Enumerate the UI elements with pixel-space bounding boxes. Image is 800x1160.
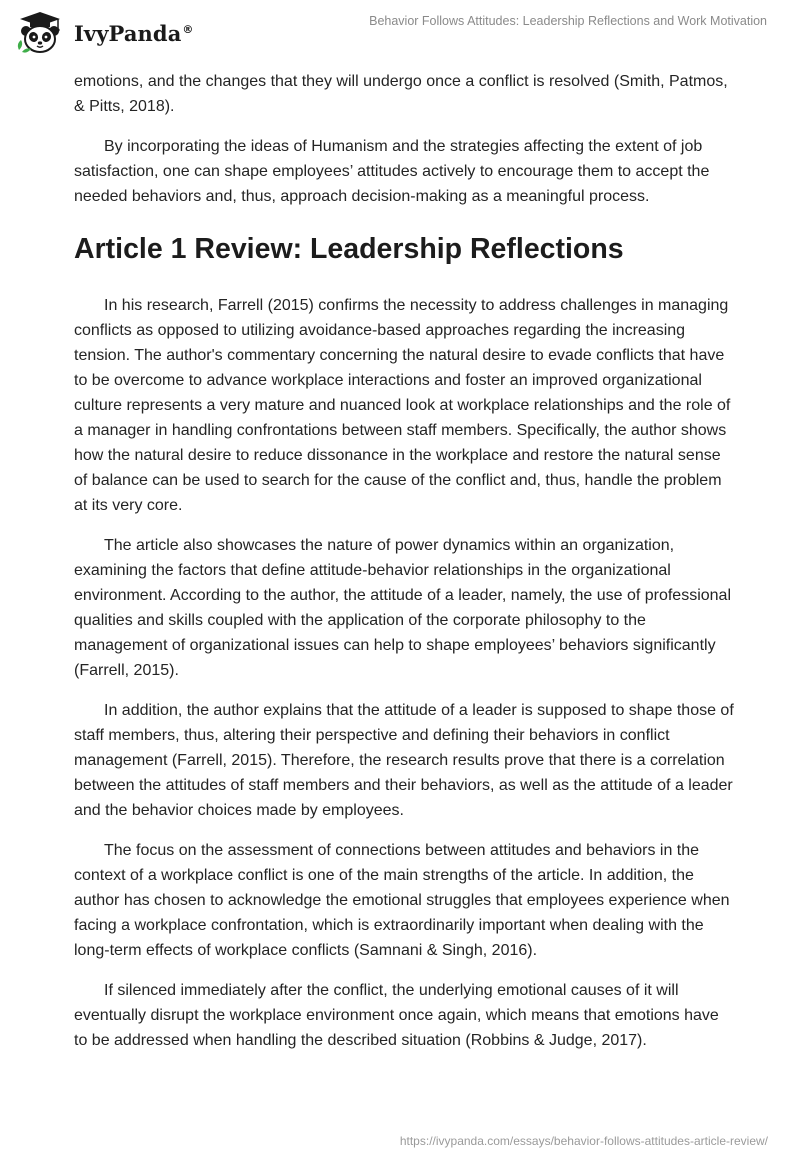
page-header	[0, 0, 800, 60]
panda-logo-icon	[14, 10, 66, 54]
essay-content	[74, 69, 734, 1068]
brand-logo[interactable]	[14, 10, 194, 54]
section-heading: Article 1 Review: Leadership Reflections	[74, 233, 624, 265]
paragraph: In his research, Farrell (2015) confirms the necessity to address challenges in managing conflicts as opposed to utilizing avoidance-based approaches regarding the increasing tension. The author's commentary concerning the natural desire to evade conflicts that have to be overcome to advance workplace interactions and foster an improved organizational culture represents a very mature and nuanced look at workplace relationships and the role of a manager in handling confrontations between staff members. Specifically, the author shows how the natural desire to reduce dissonance in the workplace and restore the natural sense of balance can be used to search for the cause of the conflict and, thus, handle the problem at its very core.	[74, 297, 731, 514]
brand-name: IvyPanda®	[74, 20, 194, 46]
source-url[interactable]: https://ivypanda.com/essays/behavior-follows-attitudes-article-review/	[399, 1134, 768, 1148]
paragraph: The focus on the assessment of connections between attitudes and behaviors in the context of a workplace conflict is one of the main strengths of the article. In addition, the author has chosen to acknowledge the emotional struggles that employees experience when facing a workplace confrontation, which is extraordinarily important when dealing with the long-term effects of workplace conflicts (Samnani & Singh, 2016).	[74, 842, 730, 959]
paragraph: In addition, the author explains that the attitude of a leader is supposed to shape those of staff members, thus, altering their perspective and defining their behaviors in conflict management (Farrell, 2015). Therefore, the research results prove that there is a correlation between the attitudes of staff members and their behaviors, as well as the attitude of a leader and the behavior choices made by employees.	[74, 702, 734, 819]
document-title: Behavior Follows Attitudes: Leadership Reflections and Work Motivation	[369, 14, 767, 28]
paragraph: emotions, and the changes that they will undergo once a conflict is resolved (Smith, Patmos, & Pitts, 2018).	[74, 73, 728, 115]
paragraph: If silenced immediately after the conflict, the underlying emotional causes of it will eventually disrupt the workplace environment once again, which means that emotions have to be addressed when handling the described situation (Robbins & Judge, 2017).	[74, 982, 719, 1049]
paragraph: The article also showcases the nature of power dynamics within an organization, examining the factors that define attitude-behavior relationships in the organizational environment. According to the author, the attitude of a leader, namely, the use of professional qualities and skills coupled with the application of the corporate philosophy to the management of organizational issues can help to shape employees’ behaviors significantly (Farrell, 2015).	[74, 537, 732, 679]
paragraph: By incorporating the ideas of Humanism and the strategies affecting the extent of job satisfaction, one can shape employees’ attitudes actively to encourage them to accept the needed behaviors and, thus, approach decision-making as a meaningful process.	[74, 138, 710, 205]
